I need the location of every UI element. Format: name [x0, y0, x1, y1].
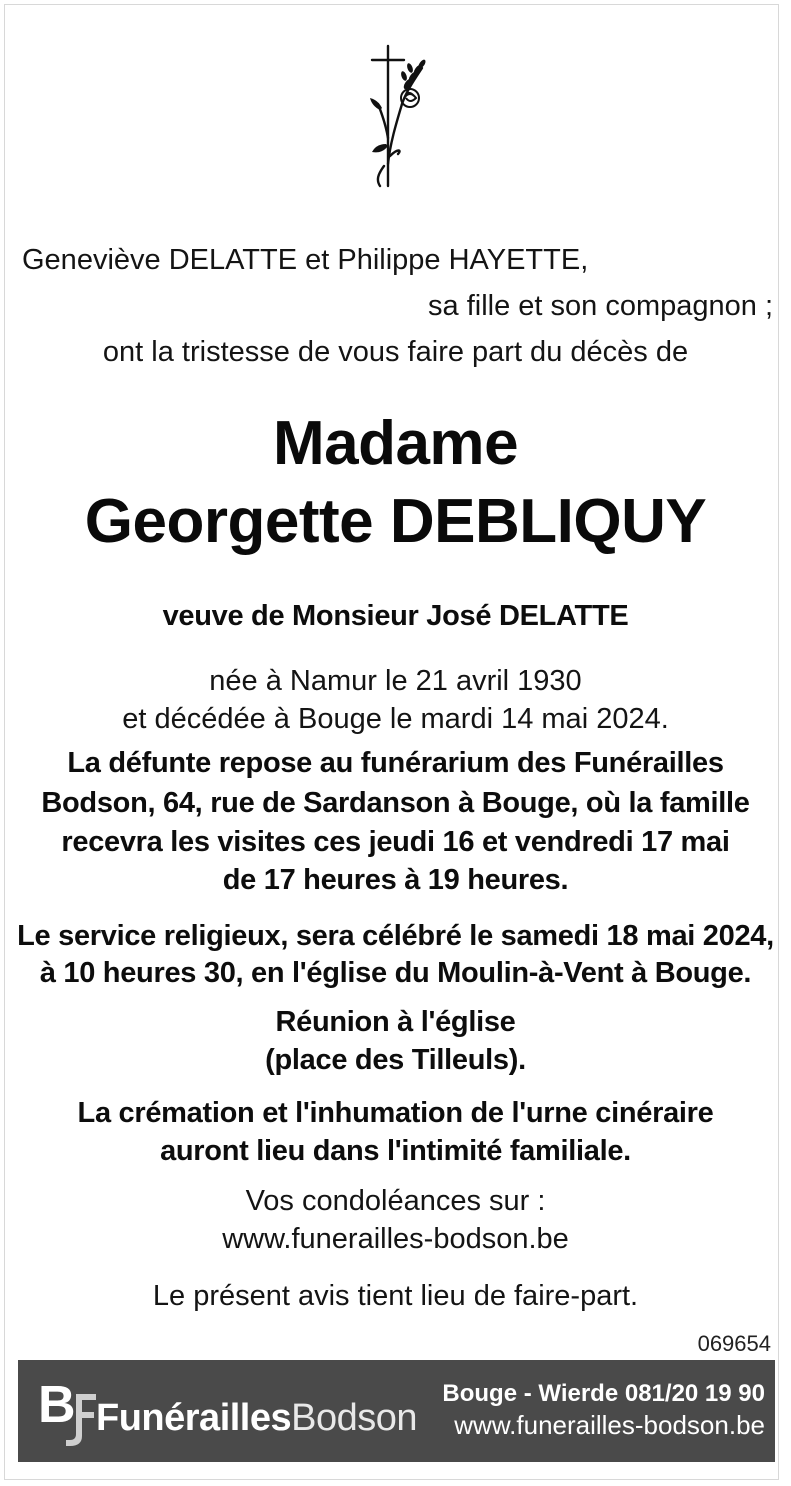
service-line: à 10 heures 30, en l'église du Moulin-à-Vent à Bouge. — [39, 957, 752, 989]
cremation-line: La crémation et l'inhumation de l'urne cinéraire — [77, 1097, 714, 1129]
deceased-title: Madame — [272, 409, 519, 478]
condolences-url[interactable]: www.funerailles-bodson.be — [222, 1223, 569, 1255]
notice-frame — [4, 4, 779, 1480]
visitation-line: La défunte repose au funérarium des Funérailles — [67, 747, 724, 779]
spouse-line: veuve de Monsieur José DELATTE — [162, 600, 629, 632]
service-line: Le service religieux, sera célébré le samedi 18 mai 2024, — [17, 920, 774, 952]
bodson-logo-icon — [36, 1374, 102, 1448]
birth-line: née à Namur le 21 avril 1930 — [209, 665, 582, 697]
cross-wheat-rose-icon — [360, 44, 430, 188]
brand-funerailles: Funérailles — [96, 1397, 292, 1439]
condolences-label: Vos condoléances sur : — [245, 1185, 546, 1217]
logo-letter-b: B — [38, 1376, 76, 1434]
family-line: Geneviève DELATTE et Philippe HAYETTE, — [22, 244, 589, 276]
footer-banner — [18, 1360, 775, 1462]
deceased-name: Georgette DEBLIQUY — [84, 487, 707, 556]
footer-brand — [96, 1397, 417, 1440]
visitation-line: Bodson, 64, rue de Sardanson à Bouge, où la famille — [41, 787, 750, 819]
meeting-line: (place des Tilleuls). — [265, 1044, 526, 1076]
visitation-line: recevra les visites ces jeudi 16 et vendredi 17 mai — [61, 826, 730, 858]
reference-number: 069654 — [697, 1331, 771, 1356]
faire-part-notice: Le présent avis tient lieu de faire-part. — [152, 1280, 639, 1312]
footer-phone[interactable]: 081/20 19 90 — [624, 1380, 765, 1407]
visitation-line: de 17 heures à 19 heures. — [222, 864, 569, 896]
meeting-line: Réunion à l'église — [275, 1006, 516, 1038]
death-line: et décédée à Bouge le mardi 14 mai 2024. — [122, 703, 669, 735]
footer-location: Bouge - Wierde — [442, 1380, 619, 1407]
footer-website[interactable]: www.funerailles-bodson.be — [454, 1410, 765, 1440]
cremation-line: auront lieu dans l'intimité familiale. — [160, 1135, 631, 1167]
footer-contact — [442, 1380, 765, 1441]
brand-bodson: Bodson — [291, 1397, 418, 1439]
announce-line: ont la tristesse de vous faire part du décès de — [102, 336, 689, 368]
relation-line: sa fille et son compagnon ; — [428, 290, 773, 322]
